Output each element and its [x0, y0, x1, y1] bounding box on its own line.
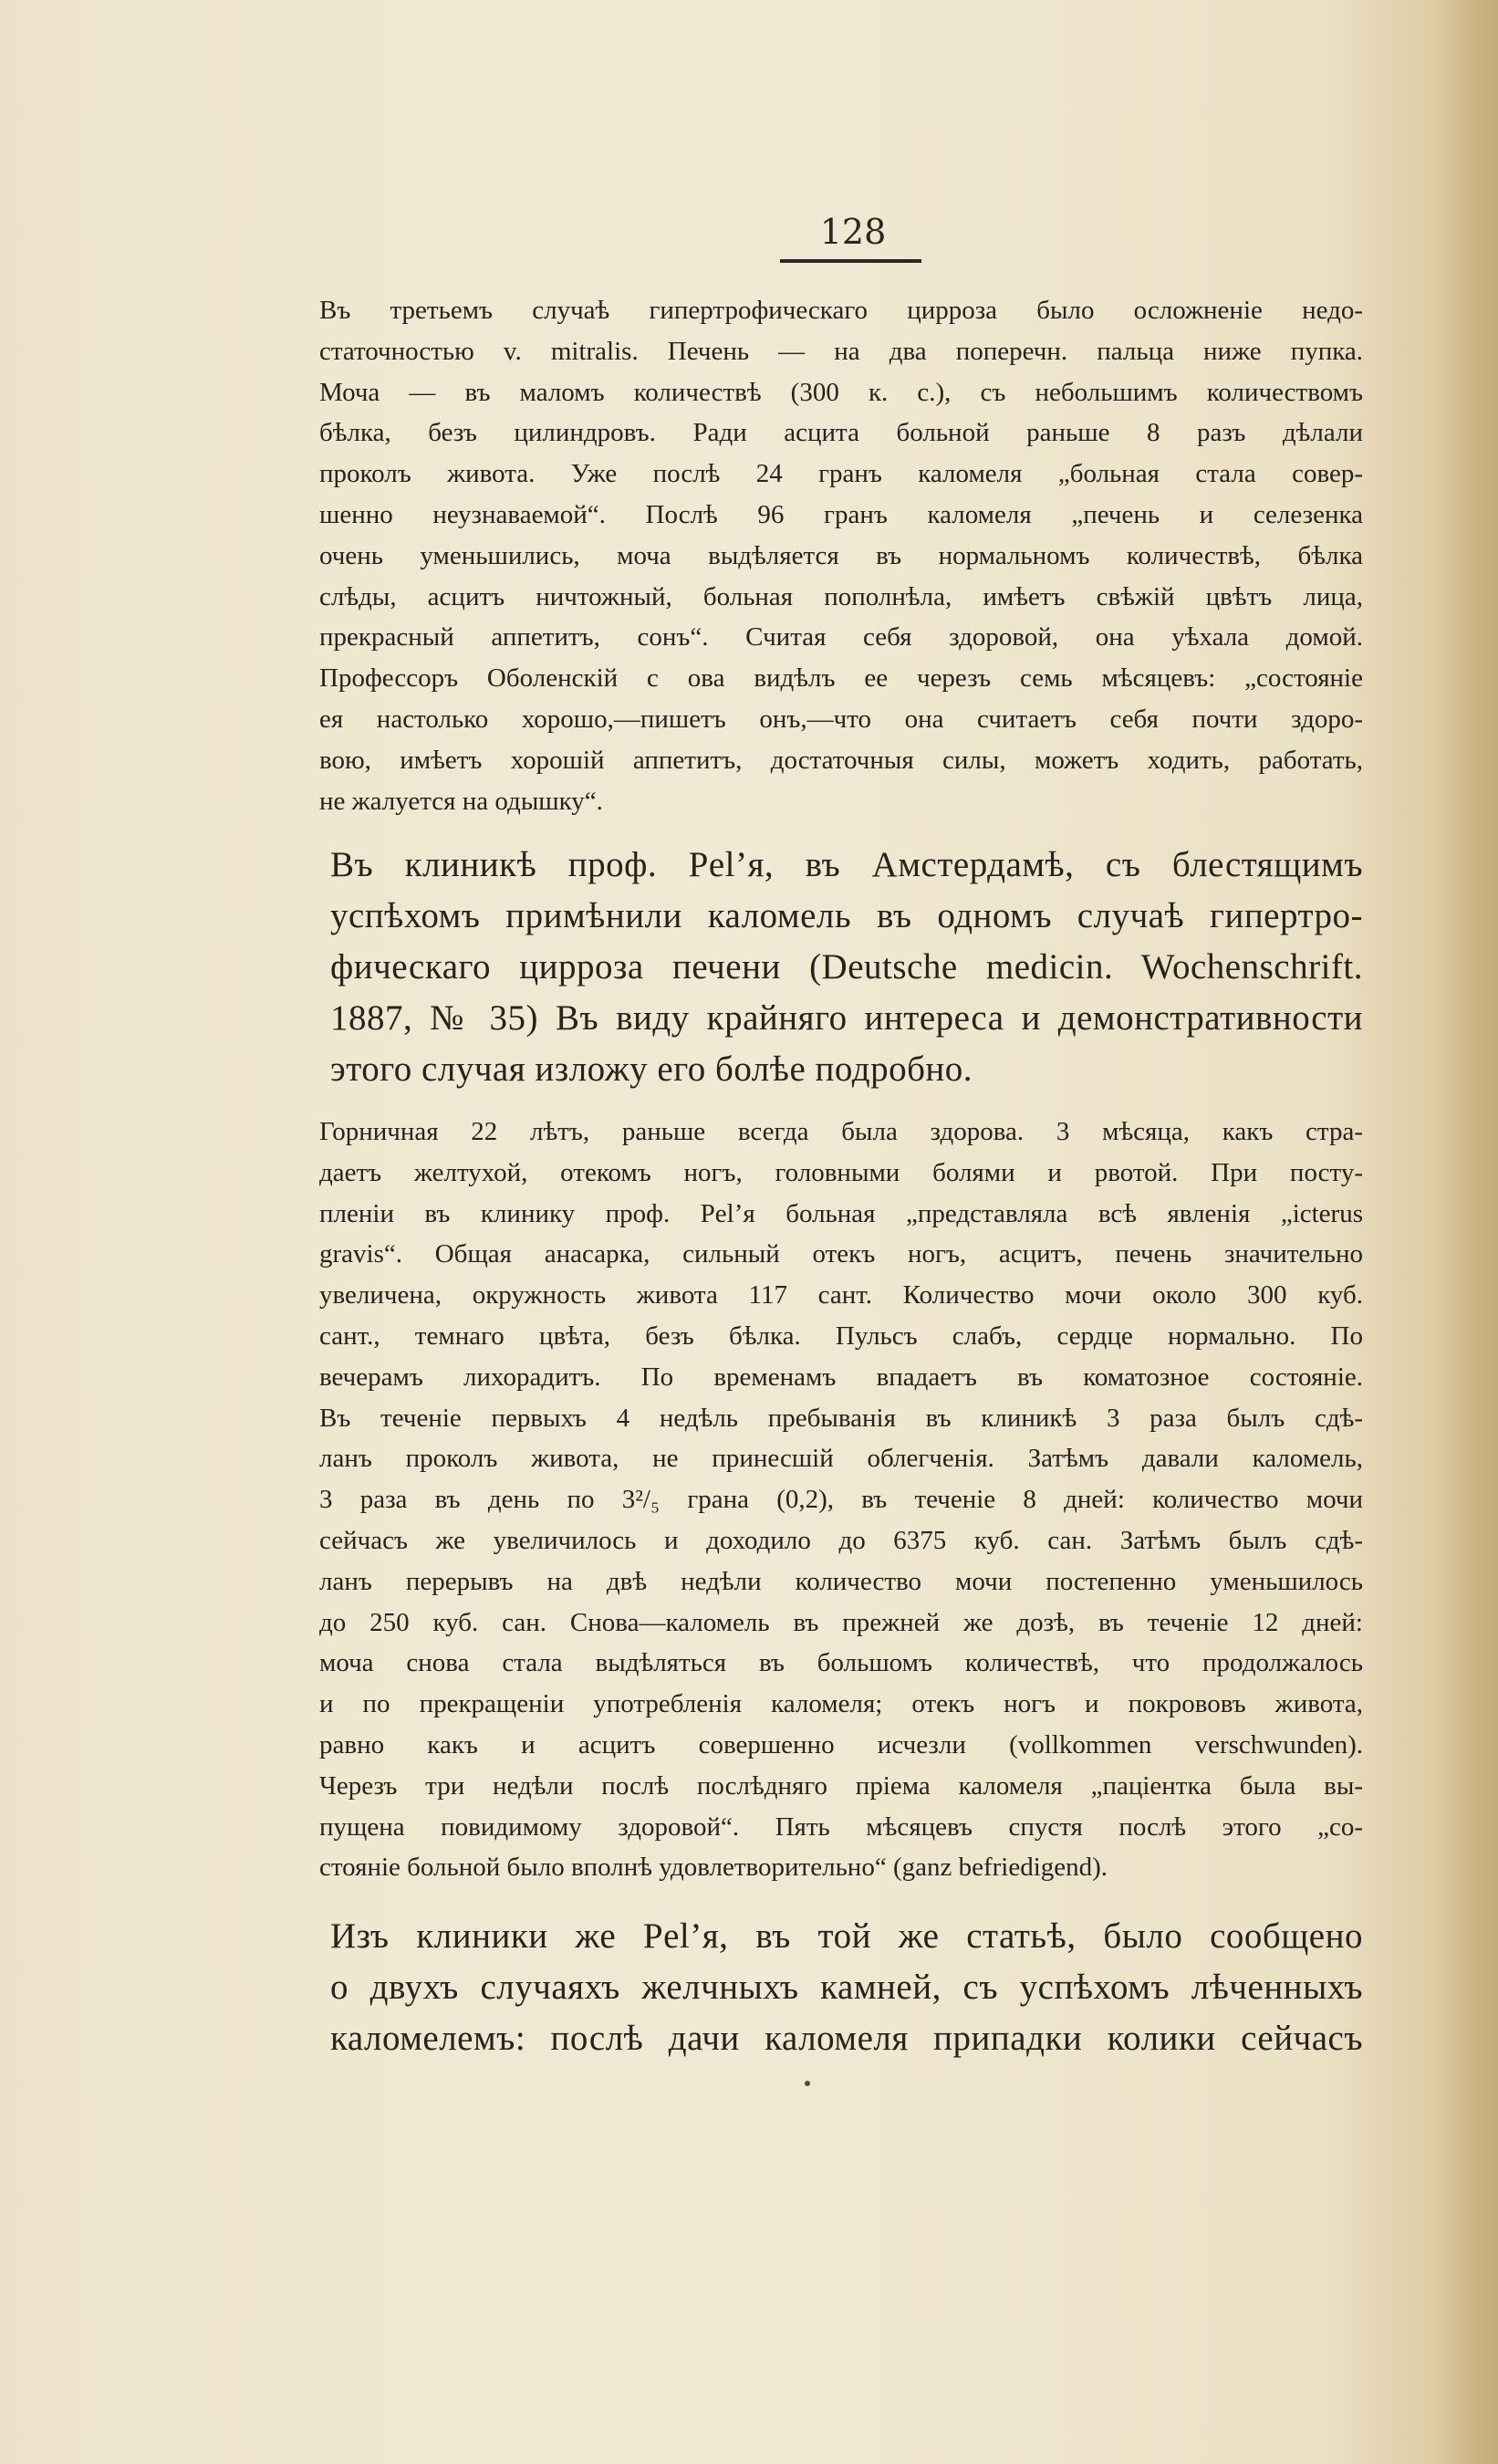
text-line: сейчасъ же увеличилось и доходило до 6375 куб. сан. Затѣмъ былъ сдѣ-: [319, 1525, 1363, 1555]
text-line: очень уменьшились, моча выдѣляется въ нормальномъ количествѣ, бѣлка: [319, 540, 1363, 570]
text-line: Въ теченіе первыхъ 4 недѣль пребыванія въ клиникѣ 3 раза былъ сдѣ-: [319, 1403, 1363, 1433]
text-line: Черезъ три недѣли послѣ послѣдняго пріема каломеля „паціентка была вы-: [319, 1770, 1363, 1801]
text-line: увеличена, окружность живота 117 сант. Количество мочи около 300 куб.: [319, 1280, 1363, 1310]
text-line: этого случая изложу его болѣе подробно.: [330, 1049, 973, 1089]
text-line: и по прекращеніи употребленія каломеля; отекъ ногъ и покрововъ живота,: [319, 1689, 1363, 1719]
text-line: статочностью v. mitralis. Печень — на два поперечн. пальца ниже пупка.: [319, 336, 1363, 366]
text-line: бѣлка, безъ цилиндровъ. Ради асцита больной раньше 8 разъ дѣлали: [319, 418, 1363, 448]
ink-speck: [805, 2081, 810, 2086]
text-line: вечерамъ лихорадитъ. По временамъ впадаетъ въ коматозное состояніе.: [319, 1362, 1363, 1392]
maid-case-paragraph: [294, 1112, 1363, 1888]
text-line: сант., темнаго цвѣта, безъ бѣлка. Пульсъ слабъ, сердце нормально. По: [319, 1321, 1363, 1351]
text-line: слѣды, асцитъ ничтожный, больная пополнѣла, имѣетъ свѣжій цвѣтъ лица,: [319, 581, 1363, 611]
text-line: 3 раза въ день по 3²/₅ грана (0,2), въ теченіе 8 дней: количество мочи: [319, 1485, 1363, 1515]
text-line: равно какъ и асцитъ совершенно исчезли (vollkommen verschwunden).: [319, 1729, 1363, 1759]
text-line: даетъ желтухой, отекомъ ногъ, головными болями и рвотой. При посту-: [319, 1157, 1363, 1187]
page-number: 128: [819, 212, 887, 252]
text-line: успѣхомъ примѣнили каломель въ одномъ случаѣ гипертро-: [330, 896, 1363, 935]
text-line: моча снова стала выдѣляться въ большомъ количествѣ, что продолжалось: [319, 1648, 1363, 1678]
page-number-rule: [780, 259, 921, 263]
text-line: прекрасный аппетитъ, сонъ“. Считая себя здоровой, она уѣхала домой.: [319, 622, 1363, 653]
text-line: Профессоръ Оболенскій с ова видѣлъ ее черезъ семь мѣсяцевъ: „состояніе: [319, 663, 1363, 694]
text-line: до 250 куб. сан. Снова—каломель въ прежней же дозѣ, въ теченіе 12 дней:: [319, 1607, 1363, 1637]
text-line: пущена повидимому здоровой“. Пять мѣсяцевъ спустя послѣ этого „со-: [319, 1811, 1363, 1842]
text-line: шенно неузнаваемой“. Послѣ 96 гранъ каломеля „печень и селезенка: [319, 499, 1363, 529]
text-line: о двухъ случаяхъ желчныхъ камней, съ успѣхомъ лѣченныхъ: [330, 1968, 1363, 2007]
text-line: Въ третьемъ случаѣ гипертрофическаго цирроза было осложненіе недо-: [319, 296, 1363, 325]
pel-clinic-paragraph: [294, 840, 1363, 1095]
text-line: Моча — въ маломъ количествѣ (300 к. с.), съ небольшимъ количествомъ: [319, 377, 1363, 407]
text-line: gravis“. Общая анасарка, сильный отекъ ногъ, асцитъ, печень значительно: [319, 1239, 1363, 1269]
text-line: вою, имѣетъ хорошій аппетитъ, достаточныя силы, можетъ ходить, работать,: [319, 745, 1363, 775]
text-line: пленіи въ клинику проф. Pel’я больная „представляла всѣ явленія „icterus: [319, 1198, 1363, 1228]
text-line: не жалуется на одышку“.: [319, 786, 603, 816]
text-line: проколъ живота. Уже послѣ 24 гранъ каломеля „больная стала совер-: [319, 459, 1363, 489]
text-line: Изъ клиники же Pel’я, въ той же статьѣ, было сообщено: [330, 1916, 1363, 1956]
gallstones-paragraph: [294, 1911, 1363, 2064]
text-line: 1887, № 35) Въ виду крайняго интереса и демонстративности: [330, 998, 1363, 1038]
case-three-paragraph: [294, 290, 1363, 821]
text-line: ланъ проколъ живота, не принесшій облегченія. Затѣмъ давали каломель,: [319, 1444, 1363, 1474]
text-line: ланъ перерывъ на двѣ недѣли количество мочи постепенно уменьшилось: [319, 1566, 1363, 1596]
text-line: фическаго цирроза печени (Deutsche medicin. Wochenschrift.: [330, 947, 1363, 987]
text-line: каломелемъ: послѣ дачи каломеля припадки колики сейчасъ: [330, 2019, 1363, 2058]
text-line: Въ клиникѣ проф. Pel’я, въ Амстердамѣ, съ блестящимъ: [330, 845, 1363, 884]
text-line: ея настолько хорошо,—пишетъ онъ,—что она считаетъ себя почти здоро-: [319, 704, 1363, 734]
text-line: стояніе больной было вполнѣ удовлетворительно“ (ganz befriedigend).: [319, 1853, 1108, 1883]
text-line: Горничная 22 лѣтъ, раньше всегда была здорова. 3 мѣсяца, какъ стра-: [319, 1117, 1363, 1146]
